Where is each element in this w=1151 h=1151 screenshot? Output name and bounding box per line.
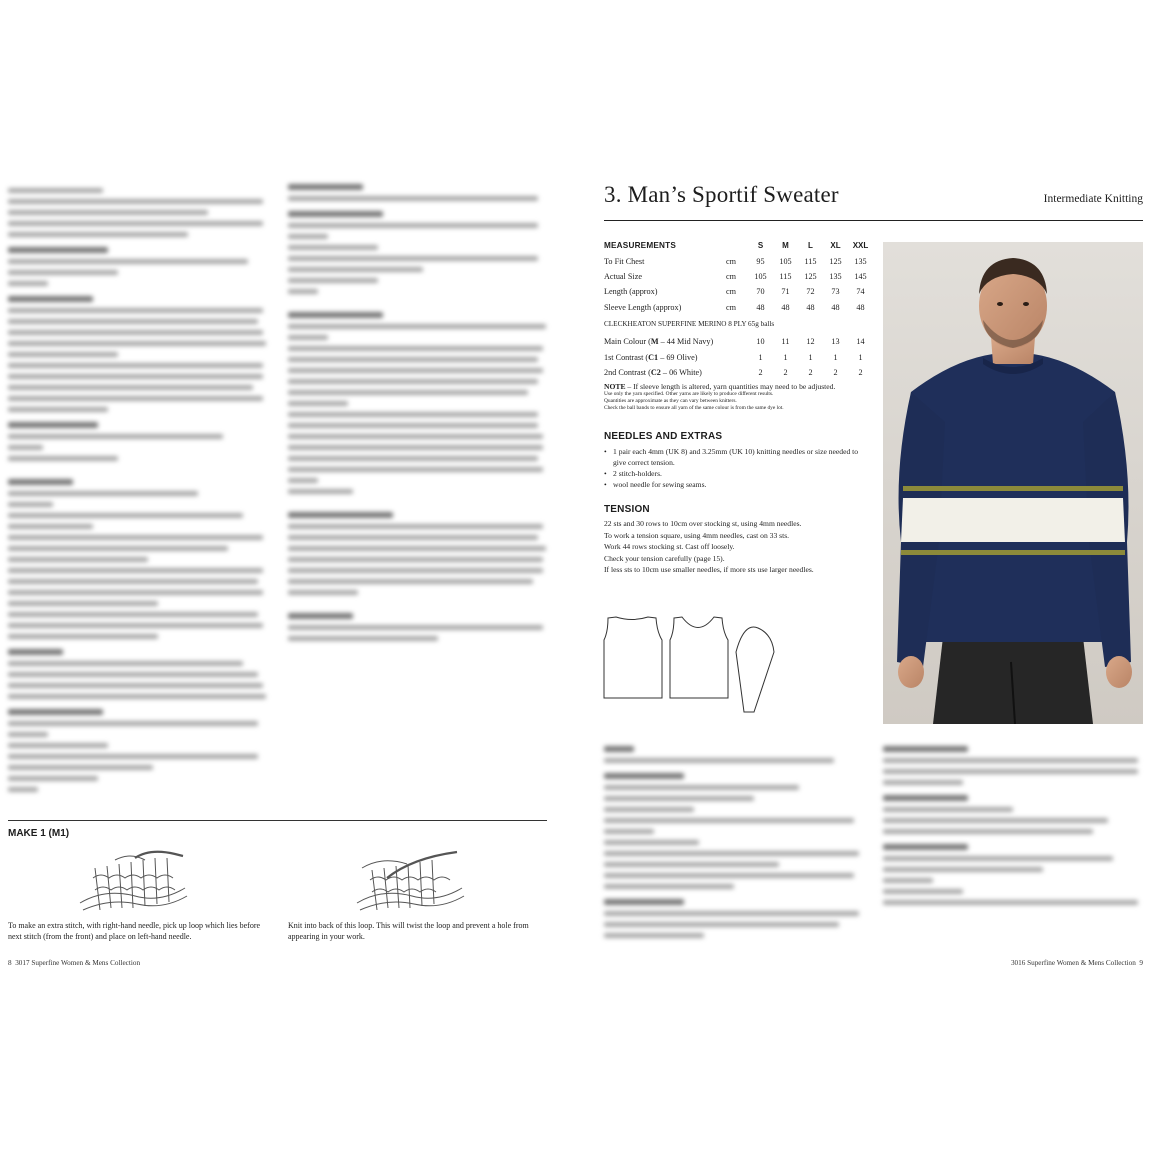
cell-value: 115 [804,256,817,266]
row-label: Length (approx) [604,287,658,297]
footer-left-text: 3017 Superfine Women & Mens Collection [15,959,141,967]
cell-value: 2 [858,367,863,377]
cell-value: 105 [754,271,767,281]
footer-left-page-number: 8 [8,959,12,967]
cell-value: 1 [758,352,763,362]
cell-value: 48 [856,302,865,312]
cell-value: 70 [756,287,765,297]
size-header: XL [830,241,841,251]
cell-value: 48 [806,302,815,312]
table-row [604,349,873,364]
model-photo [883,242,1143,724]
list-item: • 1 pair each 4mm (UK 8) and 3.25mm (UK 10) knitting needles or size needed to give correct tension. [604,446,866,468]
measurements-heading: MEASUREMENTS [604,241,676,251]
cell-value: 11 [781,337,790,347]
row-unit: cm [726,302,737,312]
table-row [604,269,873,284]
row-label: Actual Size [604,271,642,281]
schematic-front [670,617,728,698]
cell-value: 2 [808,367,813,377]
table-row [604,334,873,349]
cell-value: 115 [779,271,792,281]
footer-left [8,959,140,967]
measurements-section [604,238,874,412]
tension-line: Work 44 rows stocking st. Cast off loosely. [604,542,735,552]
table-row [604,253,873,268]
measurements-table [604,238,873,380]
cell-value: 48 [831,302,840,312]
cell-value: 48 [781,302,790,312]
pattern-title: 3. Man’s Sportif Sweater [604,182,839,207]
cell-value: 2 [833,367,838,377]
cell-value: 135 [829,271,842,281]
garment-schematic [602,612,780,716]
cell-value: 74 [856,287,865,297]
size-header: M [782,241,789,251]
cell-value: 105 [779,256,792,266]
row-label: To Fit Chest [604,256,645,266]
cell-value: 48 [756,302,765,312]
title-rule [604,220,1143,221]
right-page-text-column-1 [604,736,866,944]
list-item: • wool needle for sewing seams. [604,479,866,490]
cell-value: 145 [854,271,867,281]
cell-value: 12 [806,337,815,347]
cell-value: 13 [831,337,840,347]
cell-value: 73 [831,287,840,297]
table-row [604,300,873,315]
needles-heading: NEEDLES AND EXTRAS [604,431,723,442]
tension-line: To work a tension square, using 4mm needles, cast on 33 sts. [604,530,790,540]
cell-value: 14 [856,337,865,347]
size-header: S [757,241,764,251]
cell-value: 1 [808,352,813,362]
cell-value: 135 [854,256,867,266]
size-header: XXL [852,241,869,251]
schematic-sleeve [736,627,774,712]
footer-right-page-number: 9 [1139,959,1143,967]
cell-value: 125 [804,271,817,281]
fine-print: Use only the yarn specified. Other yarns are likely to produce different results. Quantities are approximate as they can vary between knitters. Check the ball bands to ensure all yarn of the same colour is from the same dye lot. [604,391,784,412]
note: NOTE – If sleeve length is altered, yarn quantities may need to be adjusted. [604,382,836,392]
left-page-text-column-2 [288,182,550,647]
tension-line: If less sts to 10cm use smaller needles, if more sts use larger needles. [604,565,814,575]
list-item: • 2 stitch-holders. [604,468,866,479]
tension-section [604,504,874,576]
schematic-back [604,617,662,698]
model-photo-illustration [883,242,1143,724]
cell-value: 1 [783,352,788,362]
make1-illustration-left [75,848,190,916]
left-page-text-column-1 [8,182,270,798]
make1-illustration-right [352,848,467,916]
make1-caption-left: To make an extra stitch, with right-hand needle, pick up loop which lies before next stitch (from the front) and place on left-hand needle. [8,921,261,941]
footer-right-text: 3016 Superfine Women & Mens Collection [1010,959,1136,967]
yarn-line: CLECKHEATON SUPERFINE MERINO 8 PLY 65g balls [604,320,775,329]
cell-value: 125 [829,256,842,266]
cell-value: 95 [756,256,765,266]
row-label: Sleeve Length (approx) [604,302,682,312]
table-row [604,365,873,380]
footer-right [1000,959,1143,967]
yarn-label: 2nd Contrast (C2 – 06 White) [604,367,702,377]
row-unit: cm [726,256,737,266]
make1-heading: MAKE 1 (M1) [8,828,70,839]
needles-list [604,446,866,490]
right-page-text-column-2 [883,736,1145,911]
make1-caption-right: Knit into back of this loop. This will twist the loop and prevent a hole from appearing in your work. [288,921,529,941]
row-unit: cm [726,287,737,297]
tension-heading: TENSION [604,504,650,515]
tension-line: Check your tension carefully (page 15). [604,553,725,563]
cell-value: 1 [833,352,838,362]
cell-value: 10 [756,337,765,347]
make1-divider [8,820,547,821]
skill-level: Intermediate Knitting [1043,193,1143,205]
yarn-label: 1st Contrast (C1 – 69 Olive) [604,352,698,362]
yarn-label: Main Colour (M – 44 Mid Navy) [604,337,714,347]
table-row [604,284,873,299]
cell-value: 1 [858,352,863,362]
tension-line: 22 sts and 30 rows to 10cm over stocking st, using 4mm needles. [604,519,802,528]
cell-value: 2 [783,367,788,377]
cell-value: 71 [781,287,790,297]
cell-value: 2 [758,367,763,377]
size-header: L [808,241,813,251]
needles-section [604,431,866,490]
row-unit: cm [726,271,737,281]
cell-value: 72 [806,287,815,297]
